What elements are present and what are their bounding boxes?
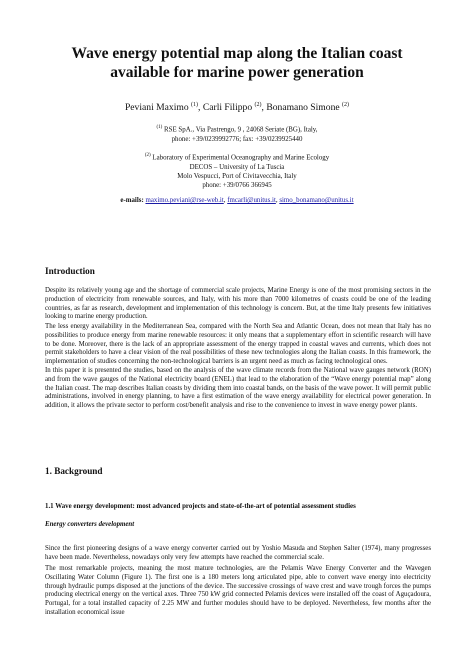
author-name: , Bonamano Simone: [261, 102, 343, 114]
author-name: Peviani Maximo: [124, 102, 192, 114]
author-affil-mark: (2): [342, 102, 350, 108]
affil-line: Laboratory of Experimental Oceanography and Marine Ecology: [150, 154, 330, 162]
title-line-1: Wave energy potential map along the Italian coast: [71, 45, 403, 62]
email-link-carli[interactable]: fmcarli@unitus.it: [227, 197, 276, 204]
background-paragraph-1: Since the first pioneering designs of a wave energy converter carried out by Yoshio Masuda and Stephen Salter (1974), many progresses have been made. Nevertheless, nowadays only very few attempts have reached the commercial scale.: [45, 545, 431, 561]
intro-paragraph-1: Despite its relatively young age and the shortage of commercial scale projects, Marine Energy is one of the most promising sectors in the production of electricity from renewable sources, and Italy, with his more than 7000 kilometres of coasts could be one of the leading countries, as far as research, development and implementation of this technology is concern. But, at the time Italy presents few initiatives looking to marine energy production.: [45, 287, 431, 321]
intro-paragraph-2: The less energy availability in the Mediterranean Sea, compared with the North Sea and Atlantic Ocean, does not mean that Italy has no possibilities to produce energy from marine renewable resources: it only means that a supplementary effort in scientific research will have to be done. Moreover, there is the lack of an appropriate assessment of the energy trapped in coastal waves and currents, which does not permit stakeholders to have a clear vision of the real possibilities of these new technologies along the Italian coasts. In this framework, the implementation of studies concerning the non-technological barriers is an urgent need as much as facing technological ones.: [45, 323, 431, 365]
paper-title: [40, 44, 434, 82]
affil-line: DECOS – University of La Tuscia: [189, 163, 285, 171]
author-affil-mark: (1): [191, 102, 199, 108]
subsection-heading: 1.1 Wave energy development: most advanced projects and state-of-the-art of potential assessment studies: [45, 503, 356, 510]
background-paragraph-2: The most remarkable projects, meaning the most mature technologies, are the Pelamis Wave Energy Converter and the Wavegen Oscillating Water Column (Figure 1). The first one is a 180 meters long articulated pipe, able to convert wave energy into electricity through hydraulic pumps disposed at the junctions of the device. The successive crossings of wave crest and wave trough forces the pumps producing electrical energy on the vertical axes. Three 750 kW grid connected Pelamis devices were installed off the coast of Aguçadoura, Portugal, for a total installed capacity of 2.25 MW and further modules should have to be deployed. Nevertheless, few months after the installation economical issue: [45, 565, 431, 616]
author-affil-mark: (2): [254, 102, 262, 108]
affil-line: phone: +39/0239992776; fax: +39/0239925440: [171, 135, 303, 143]
affiliation-2: [40, 151, 434, 190]
author-list: [40, 99, 434, 114]
emails-label: e-mails:: [120, 197, 146, 204]
affil-mark: (1): [156, 125, 163, 130]
author-name: , Carli Filippo: [198, 102, 255, 114]
email-link-bonamano[interactable]: simo_bonamano@unitus.it: [279, 197, 354, 204]
section-heading-background: 1. Background: [45, 466, 103, 476]
email-line: e-mails: maximo.peviani@rse-web.it, fmcarli@unitus.it, simo_bonamano@unitus.it: [120, 197, 354, 204]
email-link-peviani[interactable]: maximo.peviani@rse-web.it: [145, 197, 224, 204]
subsubsection-heading: Energy converters development: [45, 521, 135, 528]
intro-paragraph-3: In this paper it is presented the studies, based on the analysis of the wave climate records from the National wave gauges network (RON) and from the wave gauges of the National electricity board (ENEL) that lead to the elaboration of the “Wave energy potential map” along the Italian coast. The map describes Italian coasts by dividing them into coastal bands, on the basis of the wave power. It will permit public administrations, involved in energy planning, to have a first estimation of the wave energy availability for electrical power generation. In addition, it allows the private sector to perform cost/benefit analysis and rise to the convenience to invest in wave energy power plants.: [45, 367, 431, 409]
affil-line: phone: +39/0766 366945: [202, 182, 272, 190]
affil-line: Molo Vespucci, Port of Civitavecchia, Italy: [177, 172, 297, 180]
title-line-2: available for marine power generation: [110, 64, 364, 81]
section-heading-introduction: Introduction: [45, 266, 95, 276]
affil-mark: (2): [144, 153, 151, 158]
affil-line: RSE SpA., Via Pastrengo, 9 , 24068 Seriate (BG), Italy,: [162, 126, 318, 134]
affiliation-1: [40, 123, 434, 144]
